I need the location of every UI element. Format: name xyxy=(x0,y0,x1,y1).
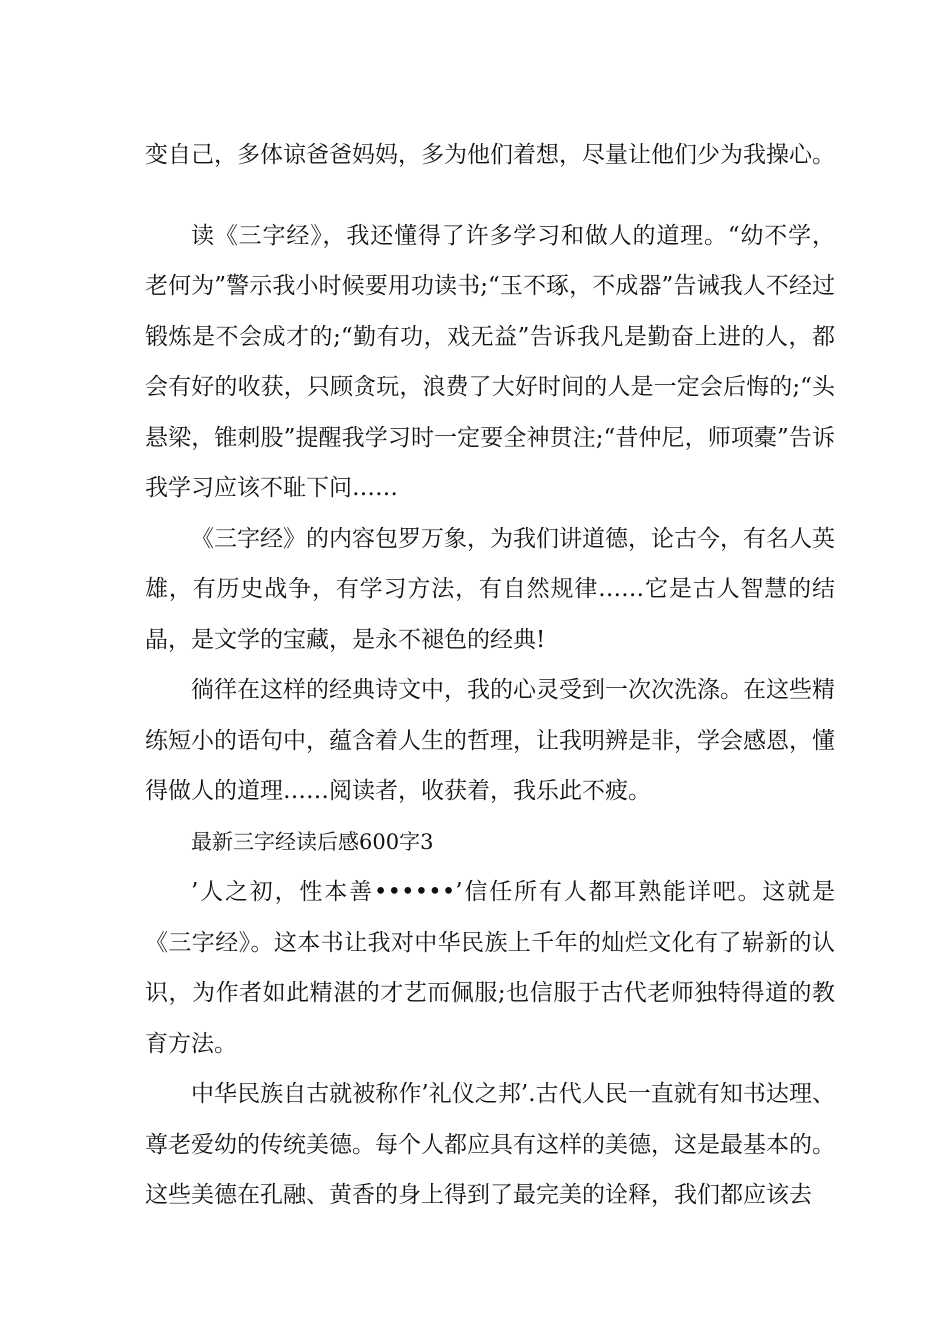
section-heading: 最新三字经读后感600字3 xyxy=(191,829,434,854)
document-body xyxy=(145,130,835,1221)
paragraph-reflection: 徜徉在这样的经典诗文中，我的心灵受到一次次洗涤。在这些精练短小的语句中，蕴含着人生的哲理，让我明辨是非，学会感恩，懂得做人的道理……阅读者，收获着，我乐此不疲。 xyxy=(145,677,835,804)
paragraph-opening-quote: ’人之初，性本善••••••’信任所有人都耳熟能详吧。这就是《三字经》。这本书让我对中华民族上千年的灿烂文化有了崭新的认识，为作者如此精湛的才艺而佩服;也信服于古代老师独特得道的教育方法。 xyxy=(145,879,835,1057)
paragraph-continuation: 变自己，多体谅爸爸妈妈，多为他们着想，尽量让他们少为我操心。 xyxy=(145,142,835,168)
paragraph-etiquette: 中华民族自古就被称作’礼仪之邦’.古代人民一直就有知书达理、尊老爱幼的传统美德。每个人都应具有这样的美德，这是最基本的。这些美德在孔融、黄香的身上得到了最完美的诠释，我们都应该去 xyxy=(145,1081,835,1208)
paragraph-content-overview: 《三字经》的内容包罗万象，为我们讲道德，论古今，有名人英雄，有历史战争，有学习方法，有自然规律……它是古人智慧的结晶，是文学的宝藏，是永不褪色的经典! xyxy=(145,525,835,653)
paragraph-learning-lessons: 读《三字经》，我还懂得了许多学习和做人的道理。“幼不学，老何为”警示我小时候要用功读书;“玉不琢，不成器”告诫我人不经过锻炼是不会成才的;“勤有功，戏无益”告诉我凡是勤奋上进的人，都会有好的收获，只顾贪玩，浪费了大好时间的人是一定会后悔的;“头悬梁，锥刺股”提醒我学习时一定要全神贯注;“昔仲尼，师项橐”告诉我学习应该不耻下问…… xyxy=(145,222,835,501)
